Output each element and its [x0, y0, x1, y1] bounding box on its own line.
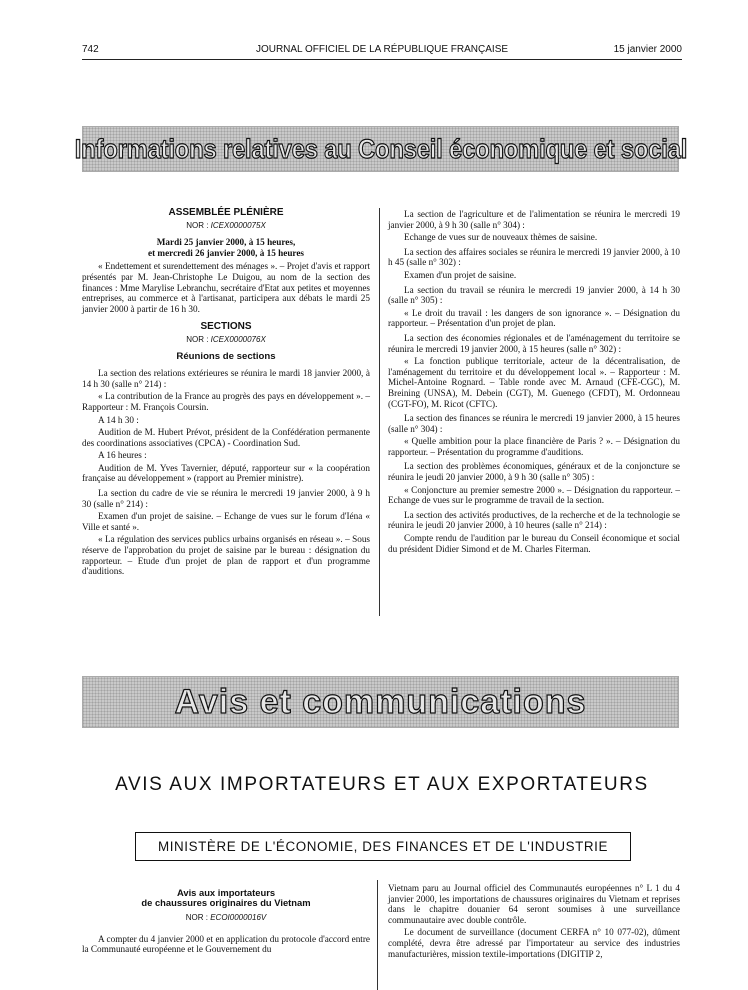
bottom-right-column — [388, 883, 680, 961]
banner-title-avis: Avis et communications — [174, 682, 587, 721]
vietnam-nor: NOR : ECOI0000016V — [185, 913, 267, 922]
travail-heading: La section du travail se réunira le mercredi 19 janvier 2000, à 14 h 30 (salle n° 305) : — [388, 284, 680, 306]
sections-title: SECTIONS — [200, 321, 252, 333]
sections-subtitle: Réunions de sections — [176, 350, 276, 362]
assembly-date-2: et mercredi 26 janvier 2000, à 15 heures — [148, 247, 304, 258]
conjoncture-item: « Conjoncture au premier semestre 2000 ». – Désignation du rapporteur. – Echange de vues sur le programme de travail de la section. — [388, 484, 680, 506]
column-divider — [379, 208, 380, 616]
relations-ext-item: « La contribution de la France au progrès des pays en développement ». – Rapporteur : M. François Coursin. — [82, 391, 370, 412]
section-banner-avis — [82, 676, 679, 728]
left-column — [82, 206, 370, 579]
vietnam-title-2: de chaussures originaires du Vietnam — [141, 897, 311, 908]
vietnam-text-right-2: Le document de surveillance (document CERFA n° 10 077-02), dûment complété, devra être adressé par l'importateur au service des industries manufacturières, mission textile-importations (DIGITIP 2, — [388, 927, 680, 959]
header-rule — [82, 59, 682, 60]
assembly-nor: NOR : ICEX0000075X — [186, 220, 266, 230]
time-16: A 16 heures : — [98, 450, 147, 461]
banner-title-ces: Informations relatives au Conseil économique et social — [74, 133, 687, 164]
cadre-vie-heading: La section du cadre de vie se réunira le mercredi 19 janvier 2000, à 9 h 30 (salle n° 214) : — [82, 488, 370, 509]
bottom-left-column — [82, 886, 370, 957]
regionales-heading: La section des économies régionales et de l'aménagement du territoire se réunira le mercredi 19 janvier 2000, à 15 heures (salle n° 302) : — [388, 332, 680, 354]
right-column — [388, 209, 680, 556]
page-header — [82, 44, 682, 58]
productives-heading: La section des activités productives, de la recherche et de la technologie se réunira le jeudi 20 janvier 2000, à 10 heures (salle n° 214) : — [388, 509, 680, 531]
sociales-item: Examen d'un projet de saisine. — [404, 269, 517, 280]
assembly-title: ASSEMBLÉE PLÉNIÈRE — [168, 207, 284, 218]
sociales-heading: La section des affaires sociales se réunira le mercredi 19 janvier 2000, à 10 h 45 (salle n° 302) : — [388, 246, 680, 268]
vietnam-text-right-1: Vietnam paru au Journal officiel des Communautés européennes n° L 1 du 4 janvier 2000, les importations de chaussures originaires du Vietnam et reprises dans le chapitre douanier 64 seront soumises à une surveillance communautaire avec double contrôle. — [388, 883, 680, 925]
agriculture-item: Echange de vues sur de nouveaux thèmes de saisine. — [404, 232, 598, 243]
travail-item: « Le droit du travail : les dangers de son ignorance ». – Désignation du rapporteur. – Présentation d'un projet de plan. — [388, 307, 680, 329]
vietnam-text-left: A compter du 4 janvier 2000 et en application du protocole d'accord entre la Communauté européenne et le Gouvernement du — [82, 933, 370, 955]
conjoncture-heading: La section des problèmes économiques, généraux et de la conjoncture se réunira le jeudi 20 janvier 2000, à 9 h 30 (salle n° 305) : — [388, 461, 680, 483]
section-banner-ces — [74, 126, 687, 172]
avis-title: AVIS AUX IMPORTATEURS ET AUX EXPORTATEURS — [115, 774, 649, 795]
cadre-vie-item-1: Examen d'un projet de saisine. – Echange de vues sur le forum d'Iéna « Ville et santé ». — [82, 511, 370, 532]
assembly-date-1: Mardi 25 janvier 2000, à 15 heures, — [156, 237, 296, 248]
finances-item: « Quelle ambition pour la place financière de Paris ? ». – Désignation du rapporteur. – Présentation du programme d'auditions. — [388, 436, 680, 457]
issue-date: 15 janvier 2000 — [613, 44, 682, 55]
time-1430: A 14 h 30 : — [98, 414, 139, 425]
finances-heading: La section des finances se réunira le mercredi 19 janvier 2000, à 15 heures (salle n° 304) : — [388, 413, 680, 434]
regionales-item: « La fonction publique territoriale, acteur de la décentralisation, de l'aménagement du territoire et du développement local ». – Rapporteur : M. Michel-Antoine Rognard. – Table ronde avec M. Arnaud (CFE-CGC), M. Breining (UNSA), M. Debein (CGT), M. Guenego (CFDT), M. Ordonneau (CGT-FO), M. Ricot (CFTC). — [388, 356, 680, 409]
agriculture-heading: La section de l'agriculture et de l'alimentation se réunira le mercredi 19 janvier 2000, à 9 h 30 (salle n° 304) : — [388, 209, 680, 230]
productives-item: Compte rendu de l'audition par le bureau du Conseil économique et social du président Didier Simond et de M. Charles Fiterman. — [388, 533, 680, 554]
vietnam-title-1: Avis aux importateurs — [176, 887, 276, 898]
audition-2: Audition de M. Yves Tavernier, député, rapporteur sur « la coopération française au développement » (rapport au Premier ministre). — [82, 462, 370, 484]
ministry-box: MINISTÈRE DE L'ÉCONOMIE, DES FINANCES ET DE L'INDUSTRIE — [135, 832, 631, 861]
journal-title: JOURNAL OFFICIEL DE LA RÉPUBLIQUE FRANÇAISE — [255, 44, 509, 55]
relations-ext-heading: La section des relations extérieures se réunira le mardi 18 janvier 2000, à 14 h 30 (salle n° 214) : — [82, 368, 370, 389]
sections-nor: NOR : ICEX0000076X — [186, 334, 266, 344]
assembly-text: « Endettement et surendettement des ménages ». – Projet d'avis et rapport présentés par M. Jean-Christophe Le Duigou, au nom de la section des finances : Mme Marylise Lebranchu, secrétaire d'Etat aux petites et moyennes entreprises, au commerce et à l'artisanat, participera aux débats le mardi 25 janvier 2000 à partir de 16 h 30. — [82, 261, 370, 314]
page-number: 742 — [82, 44, 99, 55]
audition-1: Audition de M. Hubert Prévot, président de la Confédération permanente des coordinations associatives (CPCA) - Coordination Sud. — [82, 427, 370, 448]
column-divider-bottom — [377, 880, 378, 990]
cadre-vie-item-2: « La régulation des services publics urbains organisés en réseau ». – Sous réserve de l'approbation du projet de saisine par le bureau : désignation du rapporteur. – Etude d'un projet de plan de rapport et d'un programme d'auditions. — [82, 534, 370, 577]
